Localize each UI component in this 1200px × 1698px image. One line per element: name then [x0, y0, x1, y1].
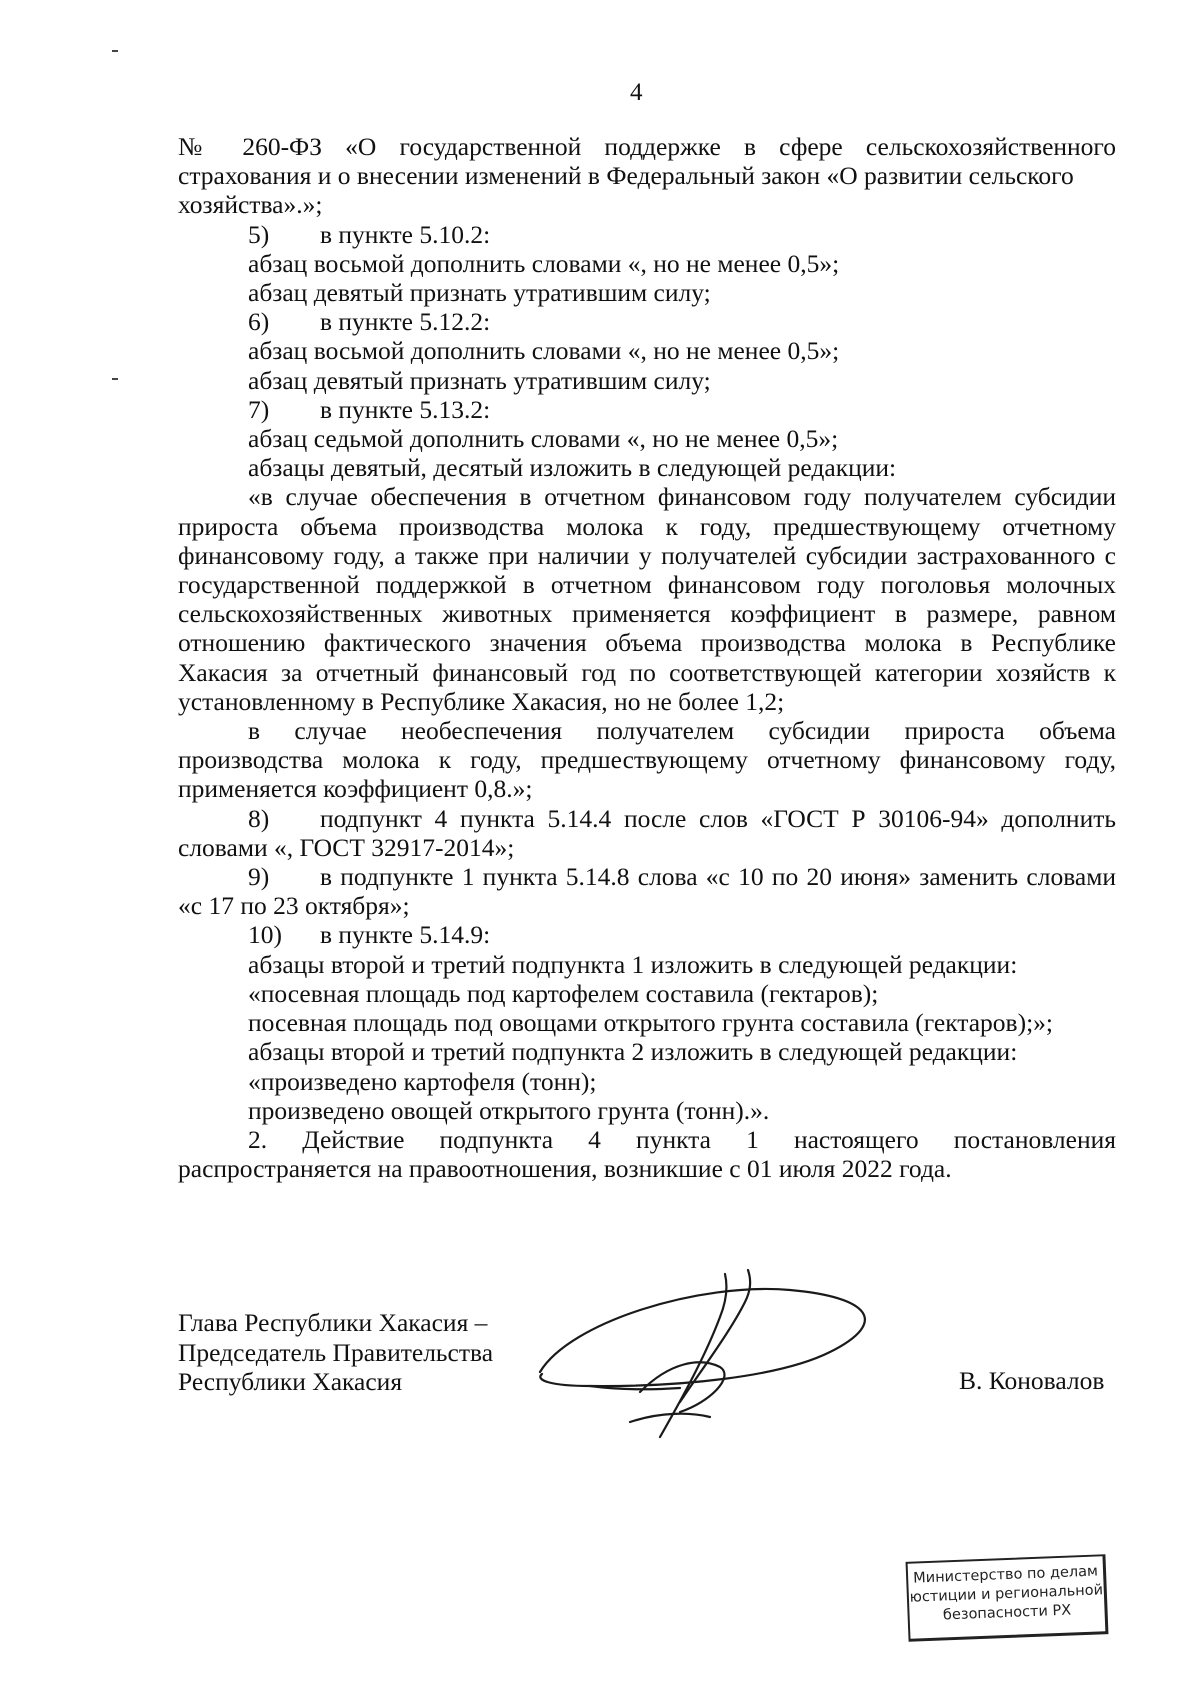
list-item	[178, 862, 1116, 891]
item-number: 8)	[248, 803, 270, 833]
text-line: страхования и о внесении изменений в Федеральный закон «О развитии сельского	[178, 161, 1074, 191]
item-number: 10)	[248, 920, 282, 950]
list-item	[178, 307, 1116, 336]
signatory-title	[178, 1308, 493, 1397]
text-line: государственной поддержкой в отчетном финансовом году поголовья молочных	[178, 570, 1116, 600]
document-body	[178, 132, 1116, 1183]
text-line: абзац девятый признать утратившим силу;	[248, 278, 711, 308]
text-line: абзацы второй и третий подпункта 1 изложить в следующей редакции:	[248, 949, 1018, 979]
text-line: «произведено картофеля (тонн);	[248, 1066, 597, 1096]
text-line: хозяйства».»;	[178, 190, 323, 220]
stamp-line: юстиции и региональной	[909, 1582, 1104, 1606]
handwritten-signature	[530, 1262, 890, 1462]
text-line: в случае необеспечения получателем субсидии прироста объема	[248, 716, 1116, 746]
list-item	[178, 920, 1116, 949]
text-line: установленному в Республике Хакасия, но не более 1,2;	[178, 686, 785, 716]
text-line: «посевная площадь под картофелем составила (гектаров);	[248, 978, 879, 1008]
text-line: «в случае обеспечения в отчетном финансовом году получателем субсидии	[248, 482, 1116, 512]
item-text: в пункте 5.14.9:	[320, 920, 491, 950]
item-text: в пункте 5.12.2:	[320, 307, 491, 337]
stamp-line: безопасности РХ	[942, 1602, 1072, 1624]
list-item	[178, 804, 1116, 833]
list-item	[178, 395, 1116, 424]
text-line: сельскохозяйственных животных применяется коэффициент в размере, равном	[178, 599, 1116, 629]
text-line: Хакасия за отчетный финансовый год по соответствующей категории хозяйств к	[178, 657, 1116, 687]
text-line: финансовому году, а также при наличии у получателей субсидии застрахованного с	[178, 540, 1116, 570]
text-line: прироста объема производства молока к году, предшествующему отчетному	[178, 511, 1116, 541]
scan-mark	[112, 50, 118, 52]
item-number: 7)	[248, 394, 270, 424]
text-line: посевная площадь под овощами открытого грунта составила (гектаров);»;	[248, 1008, 1053, 1038]
text-line: 2. Действие подпункта 4 пункта 1 настоящего постановления	[248, 1124, 1116, 1154]
text-line: словами «, ГОСТ 32917-2014»;	[178, 832, 515, 862]
text-line: применяется коэффициент 0,8.»;	[178, 774, 533, 804]
signatory-title-line: Республики Хакасия	[178, 1367, 403, 1396]
text-line: абзац седьмой дополнить словами «, но не менее 0,5»;	[248, 424, 839, 454]
signatory-title-line: Глава Республики Хакасия –	[178, 1308, 488, 1337]
signatory-name: В. Коновалов	[959, 1366, 1105, 1395]
text-line: распространяется на правоотношения, возникшие с 01 июля 2022 года.	[178, 1154, 952, 1184]
item-text: подпункт 4 пункта 5.14.4 после слов «ГОСТ Р 30106-94» дополнить	[320, 803, 1116, 833]
signatory-title-line: Председатель Правительства	[178, 1337, 494, 1367]
text-line: абзац восьмой дополнить словами «, но не менее 0,5»;	[248, 248, 840, 278]
item-text: в подпункте 1 пункта 5.14.8 слова «с 10 по 20 июня» заменить словами	[320, 862, 1116, 892]
item-number: 9)	[248, 862, 270, 892]
item-text: в пункте 5.13.2:	[320, 394, 491, 424]
scan-mark	[112, 378, 118, 380]
stamp-line: Министерство по делам	[912, 1563, 1099, 1587]
item-text: в пункте 5.10.2:	[320, 219, 491, 249]
item-number: 6)	[248, 307, 270, 337]
text-line: «с 17 по 23 октября»;	[178, 891, 410, 921]
item-number: 5)	[248, 219, 270, 249]
registration-stamp	[906, 1554, 1109, 1642]
text-line: абзац восьмой дополнить словами «, но не менее 0,5»;	[248, 336, 840, 366]
page-number: 4	[630, 79, 643, 106]
text-line: абзац девятый признать утратившим силу;	[248, 365, 711, 395]
text-line: абзацы девятый, десятый изложить в следующей редакции:	[248, 453, 897, 483]
text-line: производства молока к году, предшествующему отчетному финансовому году,	[178, 745, 1116, 775]
list-item	[178, 220, 1116, 249]
text-line: абзацы второй и третий подпункта 2 изложить в следующей редакции:	[248, 1037, 1018, 1067]
text-line: произведено овощей открытого грунта (тонн).».	[248, 1095, 770, 1125]
text-line: отношению фактического значения объема производства молока в Республике	[178, 628, 1116, 658]
text-line: № 260-ФЗ «О государственной поддержке в сфере сельскохозяйственного	[178, 132, 1116, 161]
